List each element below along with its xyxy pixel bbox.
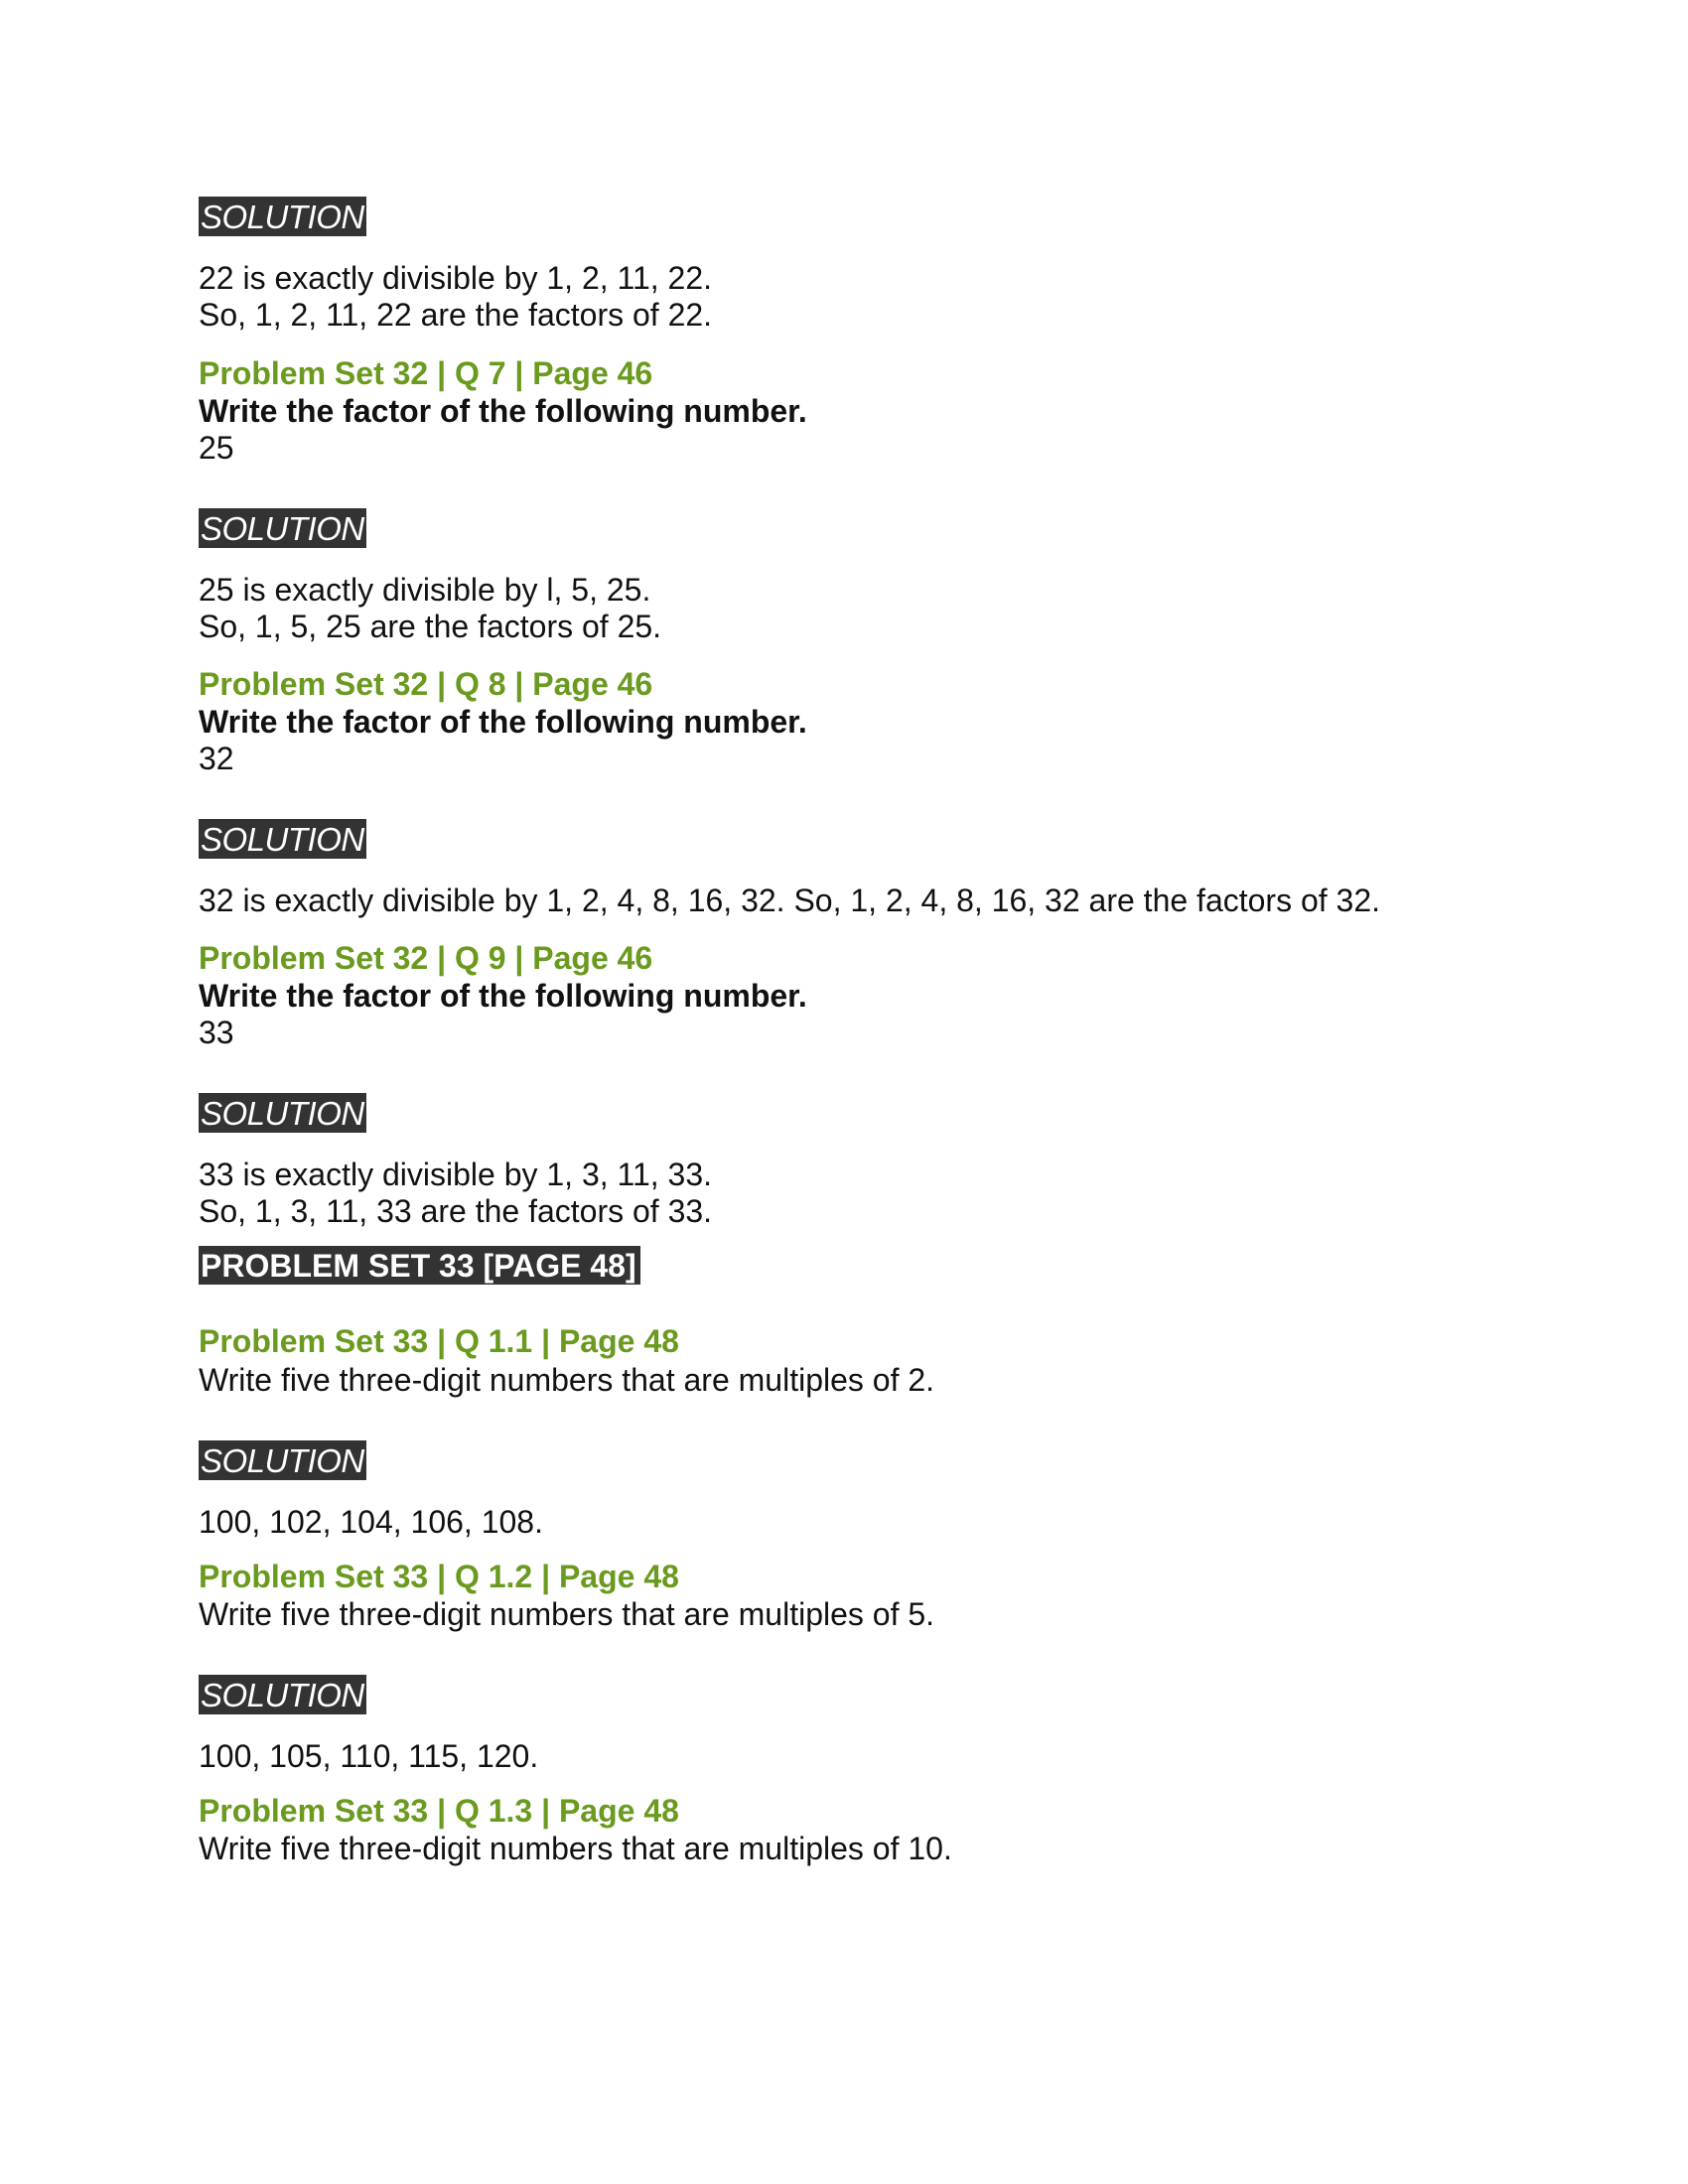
- solution-text: So, 1, 5, 25 are the factors of 25.: [199, 609, 662, 644]
- question-number: 33: [199, 1015, 234, 1050]
- solution-text: So, 1, 2, 11, 22 are the factors of 22.: [199, 297, 713, 333]
- question-number: 25: [199, 430, 234, 466]
- question-text: Write five three-digit numbers that are multiples of 2.: [199, 1362, 935, 1398]
- problem-heading: Problem Set 32 | Q 9 | Page 46: [199, 940, 653, 976]
- problem-heading: Problem Set 33 | Q 1.3 | Page 48: [199, 1793, 679, 1829]
- solution-text: 100, 105, 110, 115, 120.: [199, 1738, 539, 1774]
- problem-heading: Problem Set 32 | Q 7 | Page 46: [199, 355, 653, 391]
- question-number: 32: [199, 741, 234, 776]
- solution-text: 25 is exactly divisible by l, 5, 25.: [199, 572, 651, 608]
- solution-label: SOLUTION: [201, 510, 364, 547]
- solution-label: SOLUTION: [201, 1677, 364, 1713]
- question-text: Write five three-digit numbers that are multiples of 10.: [199, 1831, 952, 1866]
- solution-label: SOLUTION: [201, 1442, 364, 1479]
- problem-heading: Problem Set 33 | Q 1.2 | Page 48: [199, 1559, 679, 1594]
- question-text: Write five three-digit numbers that are multiples of 5.: [199, 1596, 935, 1632]
- solution-text: 32 is exactly divisible by 1, 2, 4, 8, 16, 32. So, 1, 2, 4, 8, 16, 32 are the factors of 32.: [199, 883, 1381, 918]
- solution-text: 22 is exactly divisible by 1, 2, 11, 22.: [199, 260, 713, 296]
- solution-text: 33 is exactly divisible by 1, 3, 11, 33.: [199, 1157, 713, 1192]
- section-banner: PROBLEM SET 33 [PAGE 48]: [199, 1246, 640, 1285]
- question-text: Write the factor of the following number.: [199, 704, 807, 740]
- problem-heading: Problem Set 33 | Q 1.1 | Page 48: [199, 1323, 679, 1359]
- solution-text: So, 1, 3, 11, 33 are the factors of 33.: [199, 1193, 713, 1229]
- solution-label: SOLUTION: [201, 1095, 364, 1132]
- question-text: Write the factor of the following number.: [199, 978, 807, 1014]
- solution-label: SOLUTION: [201, 199, 364, 235]
- solution-label: SOLUTION: [201, 821, 364, 858]
- question-text: Write the factor of the following number.: [199, 393, 807, 429]
- solution-text: 100, 102, 104, 106, 108.: [199, 1504, 543, 1540]
- problem-heading: Problem Set 32 | Q 8 | Page 46: [199, 666, 653, 702]
